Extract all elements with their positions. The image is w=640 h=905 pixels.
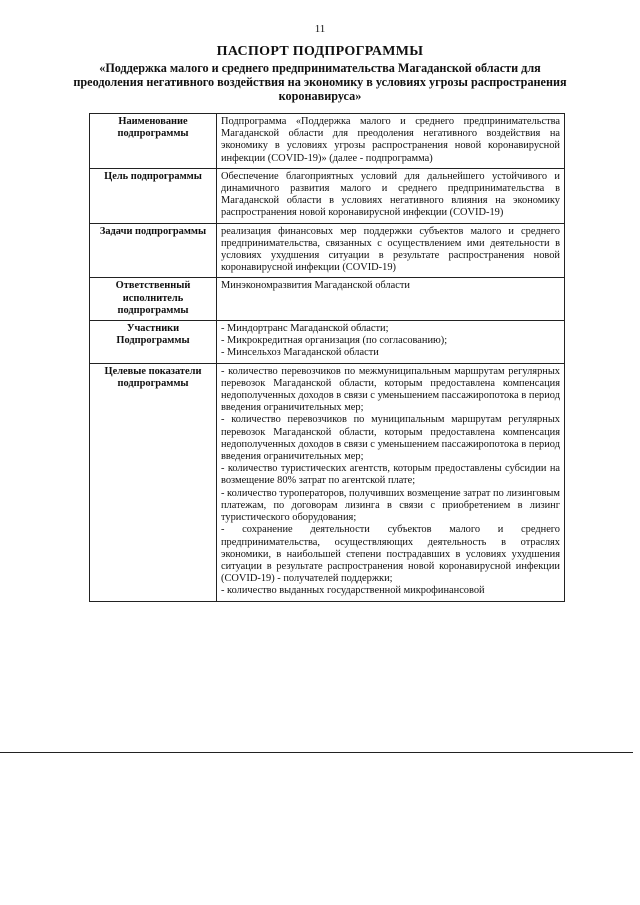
table-row xyxy=(90,168,565,223)
value-item: - количество туристических агентств, которым предоставлены субсидии на возмещение 80% затрат по агентской плате; xyxy=(221,463,560,487)
row-value xyxy=(217,114,565,169)
value-item: Обеспечение благоприятных условий для дальнейшего устойчивого и динамичного развития малого и среднего предпринимательства в Магаданской области в условиях негативного влияния на экономику распространения новой коронавирусной инфекции (COVID-19) xyxy=(221,170,560,219)
table-row xyxy=(90,114,565,169)
table-row xyxy=(90,321,565,364)
value-item: - количество выданных государственной микрофинансовой xyxy=(221,585,485,597)
row-value xyxy=(217,278,565,321)
value-item: - количество перевозчиков по межмуниципальным маршрутам регулярных перевозок Магаданской области, которым предоставлена компенсация недополученных доходов в связи с уменьшением пассажиропотока в период введения ограничительных мер; xyxy=(221,365,560,414)
bottom-divider xyxy=(0,752,633,753)
value-item: - количество перевозчиков по муниципальным маршрутам регулярных перевозок Магаданской области, которым предоставлена компенсация недополученных доходов в связи с уменьшением пассажиропотока в период введения ограничительных мер; xyxy=(221,414,560,463)
row-label: Участники Подпрограммы xyxy=(90,321,217,364)
value-item: Подпрограмма «Поддержка малого и среднего предпринимательства Магаданской области для преодоления негативного воздействия на экономику в условиях угрозы распространения новой коронавирусной инфекции (COVID-19)» (далее - подпрограмма) xyxy=(221,116,560,164)
row-label: Задачи подпрограммы xyxy=(90,223,217,278)
document-title: ПАСПОРТ ПОДПРОГРАММЫ xyxy=(216,44,424,59)
value-item: - сохранение деятельности субъектов малого и среднего предпринимательства, осуществляющих деятельность в отраслях экономики, в наибольшей степени пострадавших в условиях ухудшения ситуации в результате распространения новой коронавирусной инфекции (COVID-19) - получателей поддержки; xyxy=(221,524,560,585)
table-row xyxy=(90,223,565,278)
value-item: Минэкономразвития Магаданской области xyxy=(221,280,410,292)
document-subtitle: «Поддержка малого и среднего предпринимательства Магаданской области для преодоления негативного воздействия на экономику в условиях угрозы распространения коронавируса» xyxy=(73,61,567,103)
row-label: Цель подпрограммы xyxy=(90,168,217,223)
value-item: реализация финансовых мер поддержки субъектов малого и среднего предпринимательства, связанных с осуществлением ими деятельности в условиях ухудшения ситуации в результате распространения новой коронавирусной инфекции (COVID-19) xyxy=(221,225,560,274)
row-value xyxy=(217,223,565,278)
row-value xyxy=(217,363,565,601)
row-label: Целевые показатели подпрограммы xyxy=(90,363,217,601)
row-value xyxy=(217,168,565,223)
value-item: - Микрокредитная организация (по согласованию); xyxy=(221,335,448,347)
table-row xyxy=(90,278,565,321)
value-item: - Минсельхоз Магаданской области xyxy=(221,347,379,359)
value-item: - Миндортранс Магаданской области; xyxy=(221,323,389,335)
row-value xyxy=(217,321,565,364)
page-number: 11 xyxy=(314,23,326,35)
passport-table xyxy=(89,113,565,602)
value-item: - количество туроператоров, получивших возмещение затрат по лизинговым платежам, по договорам лизинга в связи с приобретением в лизинг туристического оборудования; xyxy=(221,487,560,524)
table-row xyxy=(90,363,565,601)
row-label: Ответственный исполнитель подпрограммы xyxy=(90,278,217,321)
row-label: Наименование подпрограммы xyxy=(90,114,217,169)
